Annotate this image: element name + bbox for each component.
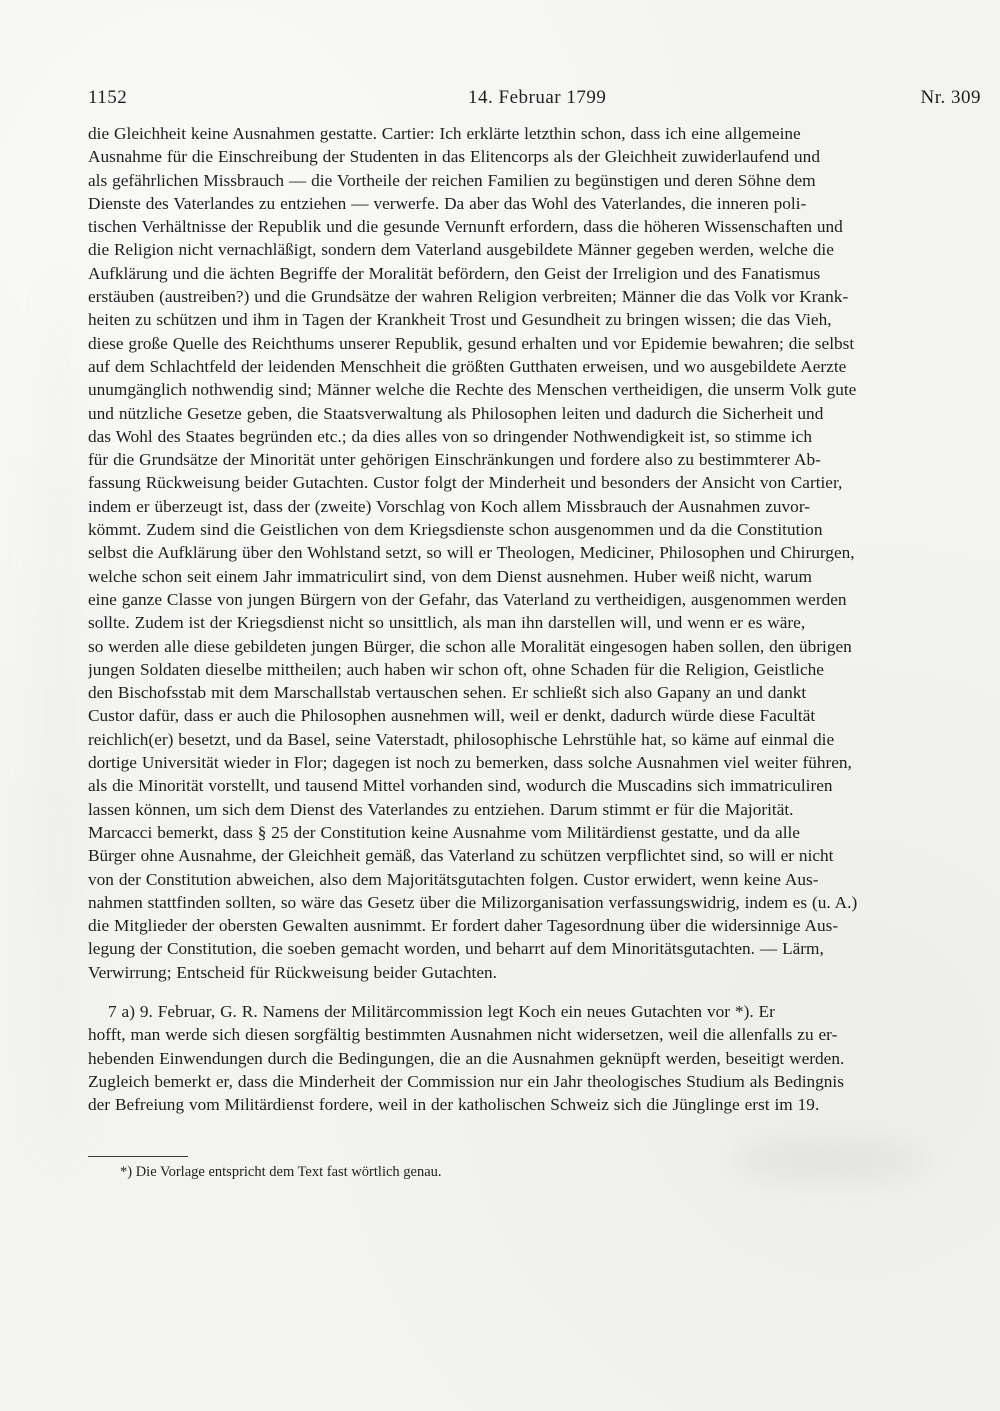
- text-line: tischen Verhältnisse der Republik und die gesunde Vernunft erfordern, dass die höheren Wissenschaften und: [88, 217, 843, 237]
- text-line: von der Constitution abweichen, also dem Majoritätsgutachten folgen. Custor erwidert, wenn keine Aus-: [88, 869, 819, 889]
- text-line: dortige Universität wieder in Flor; dagegen ist noch zu bemerken, dass solche Ausnahmen viel weiter führen,: [88, 753, 852, 773]
- document-number: Nr. 309: [920, 87, 981, 108]
- text-line: nahmen stattfinden sollten, so wäre das Gesetz über die Milizorganisation verfassungswidrig, indem es (u. A.): [88, 892, 858, 912]
- page-header: [88, 86, 981, 114]
- paragraph-line: hebenden Einwendungen durch die Bedingungen, die an die Ausnahmen geknüpft werden, beseitigt werden.: [88, 1048, 845, 1068]
- footnote: *) Die Vorlage entspricht dem Text fast wörtlich genau.: [120, 1164, 442, 1180]
- paper-shadow: [40, 260, 80, 1160]
- text-line: welche schon seit einem Jahr immatriculirt sind, von dem Dienst ausnehmen. Huber weiß nicht, warum: [88, 566, 812, 586]
- paragraph-line: Zugleich bemerkt er, dass die Minderheit der Commission nur ein Jahr theologisches Studium als Bedingnis: [88, 1071, 844, 1091]
- paragraph-gap: [88, 984, 981, 1000]
- text-line: Bürger ohne Ausnahme, der Gleichheit gemäß, das Vaterland zu schützen verpflichtet sind, so will er nicht: [88, 846, 834, 866]
- text-line: sollte. Zudem ist der Kriegsdienst nicht so unsittlich, als man ihn darstellen will, und wenn er es wäre,: [88, 613, 806, 633]
- paragraph-line: hofft, man werde sich diesen sorgfältig bestimmten Ausnahmen nicht widersetzen, weil die allenfalls zu er-: [88, 1025, 838, 1045]
- header-date: 14. Februar 1799: [468, 87, 607, 108]
- text-line: das Wohl des Staates begründen etc.; da dies alles von so dringender Nothwendigkeit ist, so stimme ich: [88, 426, 812, 446]
- text-line: fassung Rückweisung beider Gutachten. Custor folgt der Minderheit und besonders der Ansicht von Cartier,: [88, 473, 843, 493]
- text-line: erstäuben (austreiben?) und die Grundsätze der wahren Religion verbreiten; Männer die das Volk vor Krank-: [88, 287, 849, 307]
- text-line: legung der Constitution, die soeben gemacht worden, und beharrt auf dem Minoritätsgutachten. — Lärm,: [88, 939, 824, 959]
- text-line: unumgänglich nothwendig sind; Männer welche die Rechte des Menschen vertheidigen, die unserm Volk gute: [88, 380, 857, 400]
- text-line: Custor dafür, dass er auch die Philosophen ausnehmen will, weil er denkt, dadurch würde diese Facultät: [88, 706, 816, 726]
- text-line: Verwirrung; Entscheid für Rückweisung beider Gutachten.: [88, 962, 497, 982]
- page-number: 1152: [88, 87, 128, 108]
- text-line: lassen können, um sich dem Dienst des Vaterlandes zu entziehen. Darum stimmt er für die Majorität.: [88, 799, 794, 819]
- text-line: heiten zu schützen und ihm in Tagen der Krankheit Trost und Gesundheit zu bringen wissen; die das Vieh,: [88, 310, 832, 330]
- text-line: diese große Quelle des Reichthums unserer Republik, gesund erhalten und vor Epidemie bewahren; die selbst: [88, 333, 855, 353]
- text-line: eine ganze Classe von jungen Bürgern von der Gefahr, das Vaterland zu vertheidigen, ausgenommen werden: [88, 589, 847, 609]
- text-line: selbst die Aufklärung über den Wohlstand setzt, so will er Theologen, Mediciner, Philosophen und Chirurgen,: [88, 543, 855, 563]
- text-line: reichlich(er) besetzt, und da Basel, seine Vaterstadt, philosophische Lehrstühle hat, so käme auf einmal die: [88, 729, 835, 749]
- text-line: so werden alle diese gebildeten jungen Bürger, die schon alle Moralität eingesogen haben sollen, den übrigen: [88, 636, 852, 656]
- text-line: indem er überzeugt ist, dass der (zweite) Vorschlag von Koch allem Missbrauch der Ausnahmen zuvor-: [88, 496, 810, 516]
- text-line: die Gleichheit keine Ausnahmen gestatte. Cartier: Ich erklärte letzthin schon, dass ich eine allgemeine: [88, 124, 801, 143]
- main-text: [88, 122, 981, 1116]
- text-line: Marcacci bemerkt, dass § 25 der Constitution keine Ausnahme vom Militärdienst gestatte, und da alle: [88, 822, 800, 842]
- text-line: Dienste des Vaterlandes zu entziehen — verwerfe. Da aber das Wohl des Vaterlandes, die inneren poli-: [88, 193, 807, 213]
- text-line: und nützliche Gesetze geben, die Staatsverwaltung als Philosophen leiten und dadurch die Sicherheit und: [88, 403, 824, 423]
- text-line: kömmt. Zudem sind die Geistlichen von dem Kriegsdienste schon ausgenommen und da die Constitution: [88, 520, 823, 540]
- text-line: auf dem Schlachtfeld der leidenden Menschheit die größten Gutthaten erweisen, und wo ausgebildete Aerzte: [88, 356, 847, 376]
- text-line: als gefährlichen Missbrauch — die Vortheile der reichen Familien zu begünstigen und deren Söhne dem: [88, 170, 816, 190]
- paragraph-line: 7 a) 9. Februar, G. R. Namens der Militärcommission legt Koch ein neues Gutachten vor *). Er: [108, 1001, 775, 1021]
- text-line: den Bischofsstab mit dem Marschallstab vertauschen sehen. Er schließt sich also Gapany an und dankt: [88, 683, 807, 703]
- text-line: als die Minorität vorstellt, und tausend Mittel vorhanden sind, wodurch die Muscadins sich immatriculiren: [88, 776, 833, 796]
- text-line: die Mitglieder der obersten Gewalten ausnimmt. Er fordert daher Tagesordnung über die widersinnige Aus-: [88, 916, 839, 936]
- text-line: die Religion nicht vernachläßigt, sondern dem Vaterland ausgebildete Männer gegeben werden, welche die: [88, 240, 834, 260]
- text-line: Aufklärung und die ächten Begriffe der Moralität befördern, den Geist der Irreligion und des Fanatismus: [88, 263, 821, 283]
- text-line: Ausnahme für die Einschreibung der Studenten in das Elitencorps als der Gleichheit zuwiderlaufend und: [88, 147, 820, 167]
- footnote-divider: [88, 1156, 188, 1157]
- text-line: für die Grundsätze der Minorität unter gehörigen Einschränkungen und fordere also zu bestimmterer Ab-: [88, 450, 821, 470]
- paragraph-line: der Befreiung vom Militärdienst fordere, weil in der katholischen Schweiz sich die Jünglinge erst im 19.: [88, 1095, 820, 1115]
- text-line: jungen Soldaten dieselbe mittheilen; auch haben wir schon oft, ohne Schaden für die Religion, Geistliche: [88, 659, 824, 679]
